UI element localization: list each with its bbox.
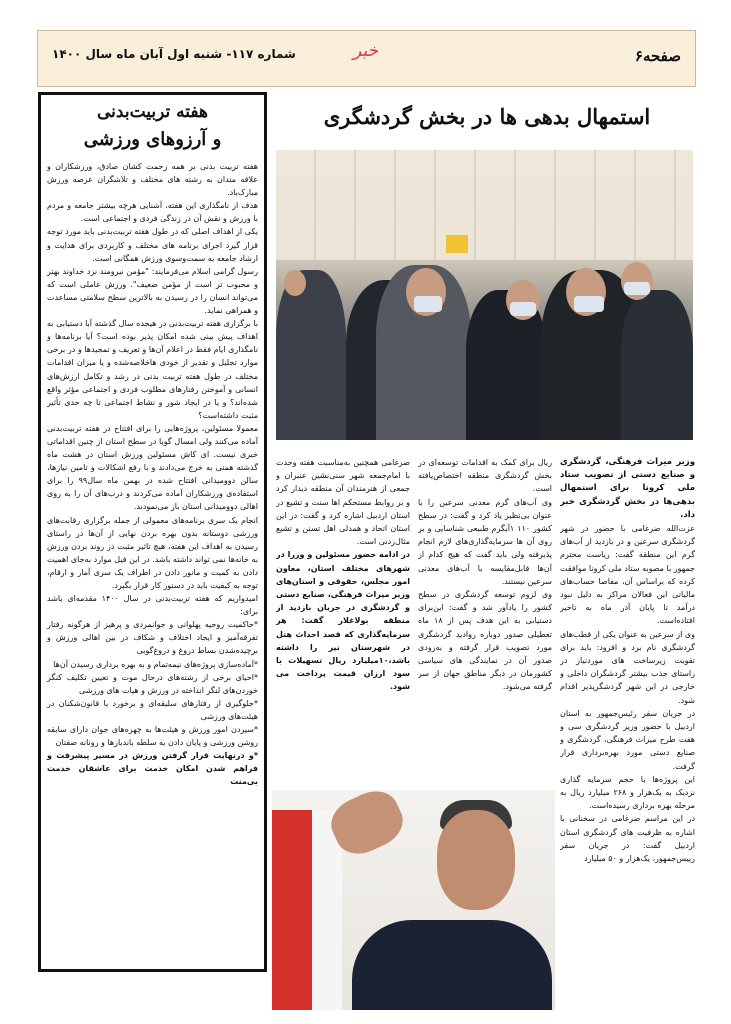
article-paragraph: وی آب‌های گرم معدنی سرعین را با عنوان بی‌نظیر یاد کرد و گفت: در سطح کشور ۱۱۰ ۱آبگرم طبیعی شناسایی و بر روی آن ها سرمایه‌گذاری‌های لازم انجام پذیرفته ولی باید گفت که هیچ کدام از آن‌ها قابل‌مقایسه با آب‌های معدنی سرعین نیستند. [418,497,552,586]
sidebar-closing: *و درنهایت قرار گرفتن ورزش در مسیر پیشرفت و فراهم شدن امکان خدمت برای عاشقان خدمت بی‌منت [47,751,258,787]
article-paragraph: وی لزوم توسعه گردشگری در سطح کشور را یادآور شد و گفت: این‌برای دستیابی به این هدف پس از ۱۸ ماه تعطیلی صدور دوباره روادید گردشگری مورد تصویب قرار گرفته و به‌زودی صدور آن در نمایندگی های سیاسی کشورمان در دیگر مناطق جهان از سر گرفته می‌شود. [418,590,552,692]
article-paragraph: در جریان سفر رئیس‌جمهور به استان اردبیل با حضور وزیر گردشگری سی و هفت طرح میراث فرهنگی، گردشگری و صنایع دستی مورد بهره‌برداری قرار گرفت. [560,708,695,771]
sidebar-paragraph: *حاکمیت روحیه پهلوانی و جوانمردی و پرهیز از هرگونه رفتار تفرقه‌آمیز و ایجاد اختلاف و شکاف در بین اهالی ورزش و برچیده‌شدن بساط دروغ و دروغ‌گویی [47,620,258,656]
sidebar-paragraph: امیدواریم که هفته تربیت‌بدنی در سال ۱۴۰۰ مقدمه‌ای باشد برای: [47,594,258,617]
article-photo-officials [276,150,693,440]
sidebar-paragraph: یکی از اهداف اصلی که در طول هفته تربیت‌بدنی باید مورد توجه قرار گیرد اجرای برنامه های مختلف و کاربردی برای هدایت و ارشاد جامعه به سمت‌وسوی ورزش همگانی است. [47,227,258,263]
sidebar-paragraph: *آماده‌سازی پروژه‌های نیمه‌تمام و به بهره برداری رسیدن آن‌ها [53,659,258,669]
sidebar-paragraph: معمولا مسئولین، پروژه‌هایی را برای افتتاح در هفته تربیت‌بدنی آماده می‌کنند ولی امسال گویا در سطح استان از چنین اقداماتی خبری نیست. ای کاش مسئولین ورزش استان در هشت ماه گذشته همتی به خرج می‌دادند و با رفع اشکالات و تامین نیازها، سالن دوومیدانی افتتاح شده در بهمن ماه سال۹۹ را برای استفاده‌ی ورزشکاران آماده می‌کردند و درب‌های آن را به روی اهالی دوومیدانی استان باز می‌نمودند. [47,423,259,512]
article-paragraph: عزت‌الله ضرغامی با حضور در شهر گردشگری سرعین و در بازدید از آب‌های گرم این منطقه گفت: ریاست محترم جمهور با مصوبه ستاد ملی کرونا موافقت کرده که براساس آن، مفاصا حساب‌های مالیاتی این فعالان مراکز به دلیل نبود درآمد تا پایان آذر ماه به تاخیر افتاده‌است. [560,524,695,626]
page-number: صفحه۶ [634,47,681,65]
article-paragraph: این پروژه‌ها با حجم سرمایه گذاری نزدیک به یک‌هزار و ۲۶۸ میلیارد ریال به مرحله بهره برداری رسیده‌است. [560,774,695,811]
article-paragraph: وی از سرعین به عنوان یکی از قطب‌های گردشگری نام برد و افزود: باید برای تقویت زیرساخت های موردنیاز در راستای جذب بیشتر گردشگران داخلی و خارجی در این شهر گردشگرپذیر اقدام شود. [560,629,695,705]
sidebar-title-line1: هفته تربیت‌بدنی [97,102,208,122]
sidebar-paragraph: هفته تربیت بدنی بر همه زحمت کشان صادق، ورزشکاران و علاقه مندان به رشته های مختلف و تلاشگران عرصه ورزش مبارک‌باد. [47,162,258,198]
sidebar-paragraph: هدف از نامگذاری این هفته، آشنایی هرچه بیشتر جامعه و مردم با ورزش و نقش آن در زندگی فردی و اجتماعی است. [47,201,258,224]
sidebar-title-line2: و آرزوهای ورزشی [83,129,222,150]
article-headline: استمهال بدهی ها در بخش گردشگری [323,104,651,129]
issue-info: شماره ۱۱۷- شنبه اول آبان ماه سال ۱۴۰۰ [52,47,296,61]
article-paragraph: ریال برای کمک به اقدامات توسعه‌ای در بخش گردشگری منطقه اختصاص‌یافته است. [418,458,552,494]
sidebar-paragraph: انجام یک سری برنامه‌های معمولی از جمله برگزاری رقابت‌های ورزشی دوستانه بدون بهره بردن نهایی از آن‌ها در راستای رسیدن به اهداف این هفته، هیچ تاثیر مثبت در روند بردن ورزش به خانه‌ها نمی تواند داشته باشد. در این فیل موارد به‌جای اهمیت دادن به کمیت و مانور دادن در اطراف یک سری آمار و ارقام، توجه به کیفیت باید در دستور کار قرار بگیرد. [47,515,258,590]
article-paragraph: ضرغامی همچنین به‌مناسبت هفته وحدت با امام‌جمعه شهر سنی‌نشین عنبران و جمعی از هنرمندان آن منطقه دیدار کرد و بر روابط مستحکم اها سنت و تشیع در استان اردبیل اشاره کرد و گفت: در این استان اتحاد و همدلی اهل تسنن و تشیع مثال‌زدنی است. [276,458,410,547]
newspaper-logo: خبر [353,41,379,61]
sidebar-paragraph: *جلوگیری از رفتارهای سلیقه‌ای و برخورد با قانون‌شکنان در هیئت‌های ورزشی [47,698,258,721]
article-column-3 [276,456,410,786]
article-column-2 [418,456,552,786]
article-paragraph-bold: در ادامه حضور مسئولین و وزرا در شهرهای مختلف استان، معاون امور مجلس، حقوقی و استان‌های وزیر میراث فرهنگی، صنایع دستی و گردشگری در جریان بازدید از منطقه بولاغلار گفت: هر سرمایه‌گذاری که قصد احداث هتل در شهرستان نیر را داشته باشد،۱۰میلیارد ریال تسهیلات با سود ارزان قیمت پرداخت می شود. [276,550,410,692]
sidebar-paragraph: *سپردن امور ورزش و هیئت‌ها به چهره‌های جوان دارای سابقه روشن ورزشی و پایان دادن به سلطه باندبازها و رونانه صفتان [47,725,258,748]
page-header [37,30,696,87]
editorial-sidebar [38,92,267,972]
sidebar-paragraph: رسول گرامی اسلام می‌فرمایند: "مؤمن نیرومند نزد خداوند بهتر و محبوب تر است از مؤمن ضعیف". ورزش عاملی است که می‌تواند انسان را در رسیدن به بالاترین سطح سلامتی مساعدت و همراهی نماید. [47,266,258,316]
sidebar-paragraph: با برگزاری هفته تربیت‌بدنی در هیجده سال گذشته آیا دستیابی به اهداف پیش بینی شده امکان پذیر بوده است؟ آیا برنامه‌ها و نامگذاری ایام فقط در اعلام آن‌ها و تعریف و تمجیدها و در برخی موارد تجلیل و تقدیر از خودی هاخلاصه‌شده و یا میزان اقدامات مختلف در طول هفته تربیت بدنی در رشد و تکامل ارزش‌های انسانی و آموختن رفتارهای مطلوب فردی و اجتماعی مؤثر واقع شده‌اند؟ و یا در ایجاد شور و نشاط اجتماعی تا چه حدی تأثیر مثبت داشته‌است؟ [47,319,258,420]
article-photo-minister [272,790,555,1010]
article-paragraph: در این مراسم ضرغامی در سخنانی با اشاره به ظرفیت های گردشگری استان اردبیل گفت: در جریان سفر رییس‌جمهور، یک‌هزار و ۵۰ میلیارد [560,814,695,864]
article-lead: وزیر میراث فرهنگی، گردشگری و صنایع دستی از تصویب ستاد ملی کرونا برای استمهال بدهی‌ها در بخش گردشگری خبر داد. [560,457,695,520]
article-column-1 [560,456,695,1016]
sidebar-body [47,160,258,789]
sidebar-paragraph: *احیای برخی از رشته‌های درحال موت و تعیین تکلیف کنگر خوردن‌های لنگر انداخته در ورزش و هیات های ورزشی [47,672,258,695]
